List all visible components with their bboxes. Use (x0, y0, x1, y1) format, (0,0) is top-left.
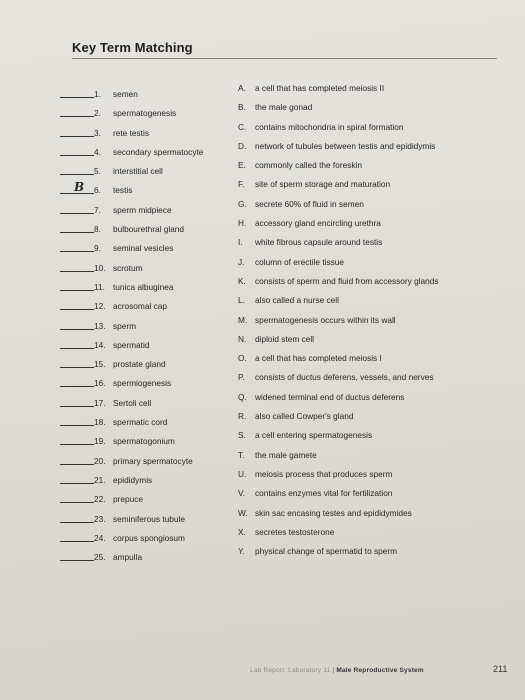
answer-blank[interactable] (60, 483, 94, 484)
term-row (60, 433, 240, 452)
term-number: 6. (94, 185, 101, 196)
answer-blank[interactable] (60, 213, 94, 214)
term-text: interstitial cell (113, 166, 163, 177)
definition-letter: B. (238, 102, 246, 113)
term-text: prepuce (113, 494, 143, 505)
term-row (60, 202, 240, 221)
answer-blank[interactable] (60, 541, 94, 542)
definition-text: accessory gland encircling urethra (255, 218, 381, 229)
answer-letter: B (74, 180, 85, 195)
definition-text: consists of sperm and fluid from accessory glands (255, 275, 439, 286)
term-text: sperm (113, 320, 137, 331)
term-text: tunica albuginea (113, 281, 174, 292)
answer-blank[interactable] (60, 290, 94, 291)
term-row (60, 105, 240, 124)
definition-row (238, 505, 508, 524)
definition-row (238, 176, 508, 195)
term-row (60, 279, 240, 298)
page-footer (250, 667, 424, 674)
definition-text: a cell that has completed meiosis II (255, 83, 385, 93)
definition-letter: T. (238, 449, 245, 460)
term-number: 17. (94, 397, 106, 408)
answer-blank[interactable] (60, 271, 94, 272)
answer-blank[interactable] (60, 522, 94, 523)
term-row (60, 163, 240, 182)
definition-row (238, 312, 508, 331)
term-row (60, 337, 240, 356)
term-row (60, 375, 240, 394)
definition-row (238, 157, 508, 176)
term-number: 13. (94, 320, 106, 331)
term-list (60, 86, 240, 568)
term-row (60, 472, 240, 491)
definition-letter: U. (238, 468, 247, 479)
definition-letter: F. (238, 179, 245, 190)
term-number: 15. (94, 359, 106, 370)
term-row (60, 221, 240, 240)
term-row (60, 356, 240, 375)
definition-text: site of sperm storage and maturation (255, 179, 391, 190)
term-text: secondary spermatocyte (113, 146, 204, 157)
footer-separator: | (332, 667, 335, 674)
definition-text: skin sac encasing testes and epididymides (255, 507, 412, 518)
definition-text: meiosis process that produces sperm (255, 468, 393, 479)
term-number: 3. (94, 127, 101, 138)
definition-text: network of tubules between testis and epididymis (255, 140, 436, 151)
definition-row (238, 196, 508, 215)
term-number: 11. (94, 281, 105, 292)
term-row (60, 125, 240, 144)
definition-letter: L. (238, 295, 245, 306)
term-row (60, 318, 240, 337)
page-title: Key Term Matching (72, 40, 193, 55)
term-row (60, 260, 240, 279)
answer-blank[interactable] (60, 444, 94, 445)
term-text: rete testis (113, 127, 149, 138)
definition-letter: I. (238, 237, 243, 248)
definition-letter: G. (238, 198, 247, 209)
term-number: 9. (94, 243, 101, 254)
definition-letter: P. (238, 372, 245, 383)
term-row (60, 86, 240, 105)
definition-row (238, 331, 508, 350)
definition-row (238, 369, 508, 388)
definition-text: physical change of spermatid to sperm (255, 546, 398, 557)
term-number: 16. (94, 378, 106, 389)
answer-blank[interactable] (60, 232, 94, 233)
answer-blank[interactable] (60, 174, 94, 175)
answer-blank[interactable] (60, 386, 94, 387)
definition-text: diploid stem cell (255, 333, 315, 344)
term-row (60, 144, 240, 163)
term-number: 18. (94, 417, 106, 428)
answer-blank[interactable] (60, 309, 94, 310)
term-number: 19. (94, 436, 106, 447)
term-row (60, 530, 240, 549)
answer-blank[interactable] (60, 406, 94, 407)
term-number: 2. (94, 108, 101, 119)
definition-row (238, 389, 508, 408)
definition-text: secrete 60% of fluid in semen (255, 198, 364, 209)
definition-letter: K. (238, 275, 246, 286)
term-row (60, 298, 240, 317)
answer-blank[interactable] (60, 560, 94, 561)
definition-row (238, 254, 508, 273)
definition-text: secretes testosterone (255, 526, 335, 537)
definition-row (238, 350, 508, 369)
definition-text: a cell that has completed meiosis I (255, 353, 382, 364)
definition-text: commonly called the foreskin (255, 160, 362, 171)
term-row (60, 491, 240, 510)
definition-row (238, 119, 508, 138)
term-row (60, 414, 240, 433)
definition-letter: O. (238, 353, 247, 364)
answer-blank[interactable] (60, 136, 94, 137)
answer-blank[interactable] (60, 425, 94, 426)
term-number: 7. (94, 204, 101, 215)
definition-text: a cell entering spermatogenesis (255, 430, 373, 441)
definition-letter: X. (238, 526, 246, 537)
term-number: 10. (94, 262, 106, 273)
term-text: primary spermatocyte (113, 455, 193, 466)
term-text: seminal vesicles (113, 243, 174, 254)
term-text: ampulla (113, 552, 143, 563)
definition-row (238, 292, 508, 311)
term-text: bulbourethral gland (113, 224, 185, 235)
term-row (60, 453, 240, 472)
definition-letter: A. (238, 83, 246, 93)
term-number: 12. (94, 301, 106, 312)
term-text: spermatic cord (113, 417, 168, 428)
definition-letter: E. (238, 160, 246, 171)
definition-text: also called Cowper's gland (255, 411, 354, 422)
term-row (60, 240, 240, 259)
definition-text: widened terminal end of ductus deferens (255, 391, 405, 402)
definition-row (238, 215, 508, 234)
definition-letter: Y. (238, 546, 245, 557)
footer-lab-label: Lab Report: Laboratory 11 (250, 667, 331, 674)
term-number: 14. (94, 339, 106, 350)
page-number: 211 (493, 664, 508, 674)
definition-text: also called a nurse cell (255, 295, 339, 306)
definition-text: white fibrous capsule around testis (255, 237, 383, 248)
term-text: spermatogenesis (113, 108, 177, 119)
definition-letter: W. (238, 507, 248, 518)
definition-letter: M. (238, 314, 248, 325)
definition-text: the male gamete (255, 449, 317, 460)
term-text: Sertoli cell (113, 397, 152, 408)
definition-letter: Q. (238, 391, 247, 402)
term-row (60, 395, 240, 414)
term-row (60, 182, 240, 201)
definition-row (238, 427, 508, 446)
definition-row (238, 543, 508, 562)
definition-row (238, 273, 508, 292)
definition-list (238, 80, 508, 562)
term-number: 20. (94, 455, 106, 466)
term-text: epididymis (113, 474, 153, 485)
definition-row (238, 466, 508, 485)
answer-blank[interactable] (60, 348, 94, 349)
definition-letter: H. (238, 218, 247, 229)
term-row (60, 511, 240, 530)
term-text: spermatogonium (113, 436, 175, 447)
term-text: sperm midpiece (113, 204, 172, 215)
term-number: 21. (94, 474, 106, 485)
definition-row (238, 99, 508, 118)
definition-row (238, 138, 508, 157)
definition-row (238, 234, 508, 253)
answer-blank[interactable] (60, 116, 94, 117)
term-text: corpus spongiosum (113, 532, 185, 543)
term-text: spermiogenesis (113, 378, 172, 389)
definition-letter: J. (238, 256, 245, 267)
term-number: 8. (94, 224, 101, 235)
definition-row (238, 485, 508, 504)
term-text: spermatid (113, 339, 150, 350)
term-text: semen (113, 89, 138, 99)
term-text: testis (113, 185, 133, 196)
definition-letter: S. (238, 430, 246, 441)
definition-text: consists of ductus deferens, vessels, and nerves (255, 372, 434, 383)
definition-row (238, 408, 508, 427)
answer-blank[interactable] (60, 367, 94, 368)
definition-letter: D. (238, 140, 247, 151)
term-text: prostate gland (113, 359, 166, 370)
definition-letter: R. (238, 411, 247, 422)
term-number: 23. (94, 513, 106, 524)
term-text: seminiferous tubule (113, 513, 185, 524)
answer-blank[interactable] (60, 155, 94, 156)
term-row (60, 549, 240, 568)
definition-text: contains mitochondria in spiral formation (255, 121, 404, 132)
answer-blank[interactable] (60, 251, 94, 252)
term-number: 4. (94, 146, 101, 157)
definition-text: spermatogenesis occurs within its wall (255, 314, 396, 325)
answer-blank[interactable] (60, 502, 94, 503)
definition-letter: C. (238, 121, 247, 132)
term-number: 22. (94, 494, 106, 505)
definition-letter: V. (238, 488, 246, 499)
term-number: 5. (94, 166, 101, 177)
answer-blank[interactable] (60, 329, 94, 330)
definition-text: contains enzymes vital for fertilization (255, 488, 393, 499)
answer-blank[interactable] (60, 97, 94, 98)
definition-row (238, 447, 508, 466)
definition-text: column of erectile tissue (255, 256, 345, 267)
definition-letter: N. (238, 333, 247, 344)
definition-text: the male gonad (255, 102, 313, 113)
footer-section-title: Male Reproductive System (336, 667, 424, 674)
term-text: acrosomal cap (113, 301, 167, 312)
term-text: scrotum (113, 262, 143, 273)
definition-row (238, 524, 508, 543)
term-number: 25. (94, 552, 106, 563)
term-number: 1. (94, 89, 101, 99)
title-divider (72, 58, 497, 59)
term-number: 24. (94, 532, 106, 543)
definition-row (238, 80, 508, 99)
answer-blank[interactable] (60, 464, 94, 465)
